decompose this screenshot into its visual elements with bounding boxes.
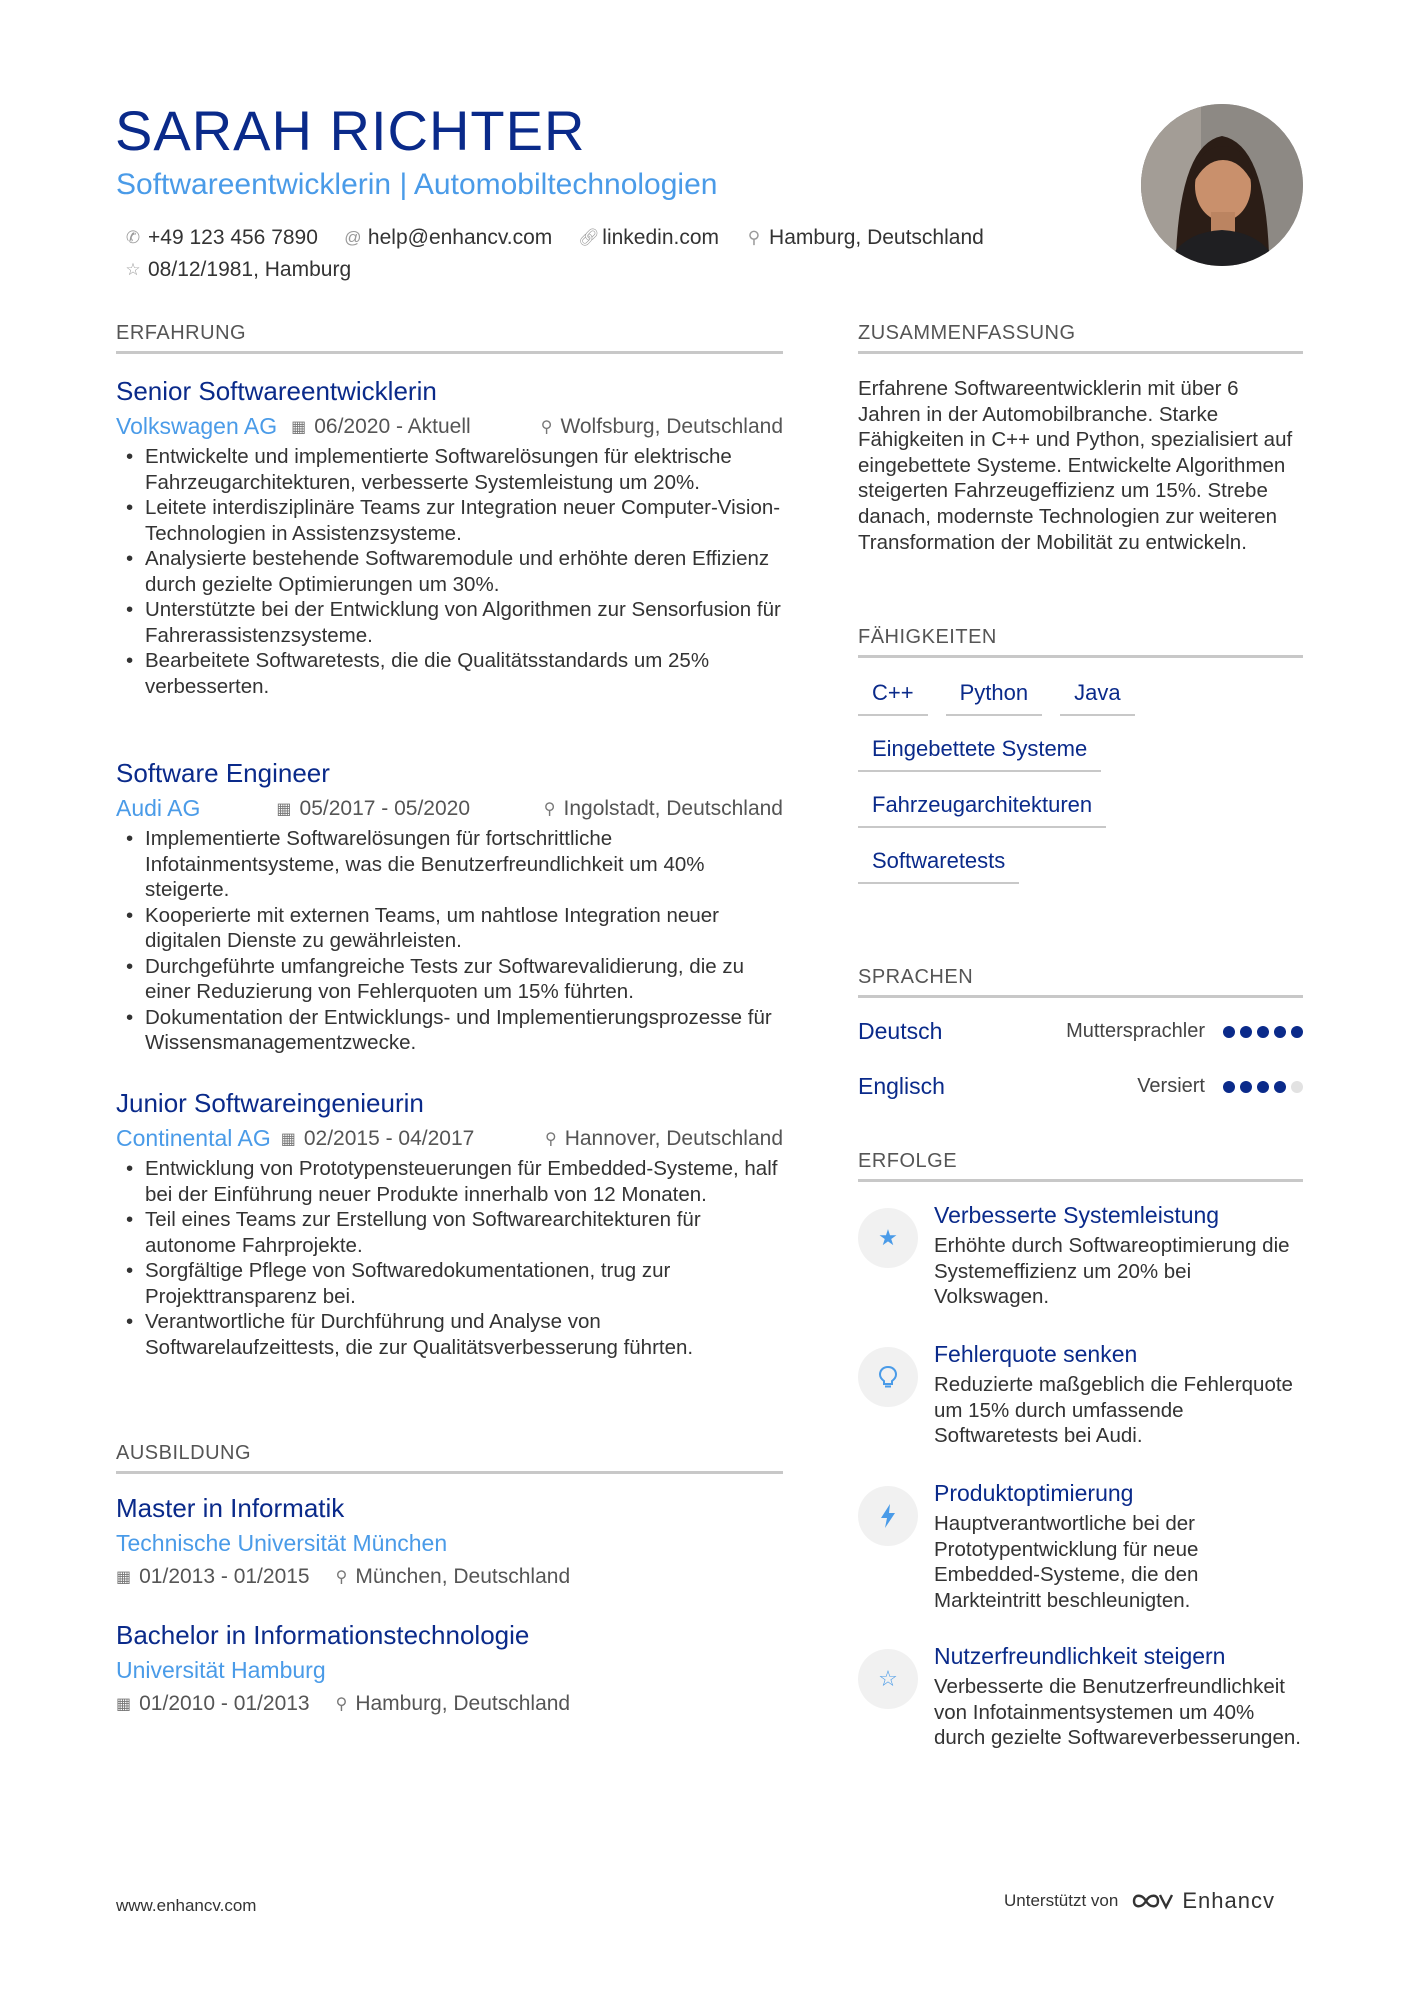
edu-dates <box>116 1692 310 1716</box>
job-location <box>545 1127 783 1151</box>
star-outline-icon: ☆ <box>858 1649 918 1709</box>
calendar-icon: ▦ <box>280 1130 296 1148</box>
job-dates-text: 05/2017 - 05/2020 <box>299 796 470 820</box>
achievement-title: Nutzerfreundlichkeit steigern <box>934 1643 1226 1669</box>
contact-row <box>124 226 984 250</box>
skill-tag: Fahrzeugarchitekturen <box>858 792 1106 828</box>
language-proficiency-dots <box>1223 1081 1303 1093</box>
language-name: Englisch <box>858 1073 945 1099</box>
proficiency-dot <box>1223 1026 1235 1038</box>
proficiency-dot <box>1257 1026 1269 1038</box>
edu-dates-text: 01/2010 - 01/2013 <box>139 1692 310 1715</box>
location-pin-icon: ⚲ <box>747 228 761 247</box>
bullet-item: • Dokumentation der Entwicklungs- und Implementierungsprozesse für Wissensmanagementzwecke. <box>116 1005 783 1056</box>
achievements-section-title: ERFOLGE <box>858 1150 1303 1182</box>
job-meta <box>116 1125 783 1152</box>
job-location-text: Hannover, Deutschland <box>564 1126 783 1150</box>
proficiency-dot <box>1240 1081 1252 1093</box>
achievement-desc: Erhöhte durch Softwareoptimierung die Systemeffizienz um 20% bei Volkswagen. <box>934 1234 1290 1309</box>
edu-school: Universität Hamburg <box>116 1657 326 1683</box>
skill-tag: Java <box>1060 680 1134 716</box>
achievement-title: Verbesserte Systemleistung <box>934 1202 1220 1228</box>
job-dates-text: 02/2015 - 04/2017 <box>303 1126 475 1150</box>
phone-item <box>124 226 318 250</box>
job-location-text: Wolfsburg, Deutschland <box>560 414 783 438</box>
education-entry <box>116 1620 783 1716</box>
location-pin-icon: ⚲ <box>540 418 553 436</box>
summary-text: Erfahrene Softwareentwicklerin mit über 6 Jahren in der Automobilbranche. Starke Fähigkeiten in C++ und Python, spezialisiert auf eingebettete Systeme. Entwickelte Algorithmen steigerten Fahrzeugeffizienz um 15%. Strebe danach, modernste Technologien zur weiteren Transformation der Mobilität zu entwickeln. <box>858 377 1293 554</box>
location-item <box>745 226 984 250</box>
edu-location-text: Hamburg, Deutschland <box>355 1692 571 1715</box>
bullet-item: • Verantwortliche für Durchführung und Analyse von Softwarelaufzeittests, die zur Qualitätsverbesserung führten. <box>116 1309 783 1360</box>
language-level: Versiert <box>1137 1075 1205 1097</box>
language-row <box>858 1018 1303 1045</box>
job-dates <box>276 797 470 821</box>
proficiency-dot <box>1274 1026 1286 1038</box>
bullet-item: • Teil eines Teams zur Erstellung von Softwarearchitekturen für autonome Fahrprojekte. <box>116 1207 783 1258</box>
avatar <box>1141 104 1303 266</box>
skill-row <box>858 792 1303 828</box>
job-meta <box>116 413 783 440</box>
achievement-title: Fehlerquote senken <box>934 1341 1138 1367</box>
location-pin-icon: ⚲ <box>335 1696 348 1713</box>
bullet-item: • Analysierte bestehende Softwaremodule und erhöhte deren Effizienz durch gezielte Optimierungen um 30%. <box>116 546 783 597</box>
calendar-icon: ▦ <box>116 1696 132 1713</box>
proficiency-dot <box>1274 1081 1286 1093</box>
at-icon: @ <box>344 228 362 247</box>
calendar-icon: ▦ <box>291 418 307 436</box>
job-dates-text: 06/2020 - Aktuell <box>314 414 471 438</box>
skill-tag: Softwaretests <box>858 848 1019 884</box>
edu-degree: Bachelor in Informationstechnologie <box>116 1620 530 1650</box>
edu-meta <box>116 1692 783 1716</box>
language-proficiency-dots <box>1223 1026 1303 1038</box>
achievement-item <box>858 1341 1303 1449</box>
job-title: Senior Softwareentwicklerin <box>116 376 437 406</box>
skill-tag: Eingebettete Systeme <box>858 736 1101 772</box>
contact-row-2 <box>124 258 351 282</box>
job-title: Software Engineer <box>116 758 330 788</box>
bullet-item: • Implementierte Softwarelösungen für fortschrittliche Infotainmentsysteme, was die Benutzerfreundlichkeit um 40% steigerte. <box>116 826 783 903</box>
skill-row <box>858 680 1303 716</box>
edu-school: Technische Universität München <box>116 1530 448 1556</box>
job-location-text: Ingolstadt, Deutschland <box>563 796 783 820</box>
birth-item <box>124 258 351 282</box>
linkedin-text[interactable]: linkedin.com <box>602 226 720 249</box>
phone-icon: ✆ <box>125 228 141 247</box>
achievement-desc: Reduzierte maßgeblich die Fehlerquote um 15% durch umfassende Softwaretests bei Audi. <box>934 1373 1293 1448</box>
calendar-icon: ▦ <box>116 1569 132 1586</box>
enhancv-logo-icon <box>1130 1889 1176 1913</box>
footer-website[interactable]: www.enhancv.com <box>116 1896 257 1915</box>
bullet-item: • Unterstützte bei der Entwicklung von Algorithmen zur Sensorfusion für Fahrerassistenzsysteme. <box>116 597 783 648</box>
location-pin-icon: ⚲ <box>543 800 556 818</box>
lightbulb-svg <box>878 1365 898 1389</box>
phone-text: +49 123 456 7890 <box>148 226 318 249</box>
edu-degree: Master in Informatik <box>116 1493 345 1523</box>
skill-row <box>858 848 1303 884</box>
job-entry <box>116 1088 783 1360</box>
edu-location-text: München, Deutschland <box>355 1565 571 1588</box>
education-entry <box>116 1493 783 1589</box>
birth-text: 08/12/1981, Hamburg <box>148 258 352 281</box>
email-item[interactable] <box>344 226 552 250</box>
language-name: Deutsch <box>858 1018 943 1044</box>
skill-tag: C++ <box>858 680 928 716</box>
proficiency-dot <box>1257 1081 1269 1093</box>
star-outline-icon: ☆ <box>125 260 141 279</box>
location-pin-icon: ⚲ <box>335 1569 348 1586</box>
brand-name: Enhancv <box>1182 1888 1275 1913</box>
language-row <box>858 1073 1303 1100</box>
bullet-item: • Durchgeführte umfangreiche Tests zur Softwarevalidierung, die zu einer Reduzierung von Fehlerquoten um 15% führten. <box>116 954 783 1005</box>
proficiency-dot <box>1291 1026 1303 1038</box>
edu-location <box>336 1565 571 1589</box>
linkedin-item[interactable] <box>578 226 719 250</box>
job-bullets <box>116 1156 783 1360</box>
job-dates <box>291 415 471 439</box>
calendar-icon: ▦ <box>276 800 292 818</box>
bullet-item: • Leitete interdisziplinäre Teams zur Integration neuer Computer-Vision-Technologien in Assistenzsysteme. <box>116 495 783 546</box>
job-company: Audi AG <box>116 795 201 821</box>
job-location <box>544 797 783 821</box>
languages-section-title: SPRACHEN <box>858 966 1303 998</box>
job-title: Junior Softwareingenieurin <box>116 1088 424 1118</box>
lightning-svg <box>879 1503 897 1529</box>
candidate-headline: Softwareentwicklerin | Automobiltechnologien <box>116 168 718 201</box>
edu-dates <box>116 1565 310 1589</box>
edu-location <box>336 1692 571 1716</box>
bullet-item: • Entwicklung von Prototypensteuerungen für Embedded-Systeme, half bei der Einführung neuer Produkte innerhalb von 12 Monaten. <box>116 1156 783 1207</box>
job-entry <box>116 758 783 1056</box>
language-level: Muttersprachler <box>1066 1020 1205 1042</box>
proficiency-dot <box>1240 1026 1252 1038</box>
bullet-item: • Sorgfältige Pflege von Softwaredokumentationen, trug zur Projekttransparenz bei. <box>116 1258 783 1309</box>
skill-row <box>858 736 1303 772</box>
edu-meta <box>116 1565 783 1589</box>
lightning-icon <box>858 1486 918 1546</box>
achievement-desc: Verbesserte die Benutzerfreundlichkeit von Infotainmentsystemen um 40% durch gezielte Softwareverbesserungen. <box>934 1675 1301 1750</box>
achievement-item <box>858 1202 1303 1310</box>
skills-list <box>858 680 1303 904</box>
achievement-desc: Hauptverantwortliche bei der Prototypentwicklung für neue Embedded-Systeme, die den Markteintritt beschleunigten. <box>934 1512 1199 1612</box>
bullet-item: • Entwickelte und implementierte Softwarelösungen für elektrische Fahrzeugarchitekturen, verbesserte Systemleistung um 20%. <box>116 444 783 495</box>
enhancv-logo[interactable] <box>1130 1888 1275 1914</box>
powered-by-text: Unterstützt von <box>1004 1891 1119 1910</box>
link-icon: 🔗︎ <box>578 228 600 247</box>
location-pin-icon: ⚲ <box>544 1130 557 1148</box>
footer-brand <box>1004 1888 1275 1914</box>
skills-section-title: FÄHIGKEITEN <box>858 626 1303 658</box>
job-company: Continental AG <box>116 1125 271 1151</box>
job-meta <box>116 795 783 822</box>
location-text: Hamburg, Deutschland <box>769 226 984 249</box>
email-text[interactable]: help@enhancv.com <box>367 226 553 249</box>
job-entry <box>116 376 783 699</box>
star-filled-icon: ★ <box>858 1208 918 1268</box>
achievement-item <box>858 1480 1303 1613</box>
job-bullets <box>116 444 783 699</box>
job-location <box>541 415 783 439</box>
bullet-item: • Bearbeitete Softwaretests, die die Qualitätsstandards um 25% verbesserten. <box>116 648 783 699</box>
summary-section-title: ZUSAMMENFASSUNG <box>858 322 1303 354</box>
job-bullets <box>116 826 783 1056</box>
bullet-item: • Kooperierte mit externen Teams, um nahtlose Integration neuer digitalen Dienste zu gewährleisten. <box>116 903 783 954</box>
achievement-item <box>858 1643 1303 1751</box>
proficiency-dot <box>1223 1081 1235 1093</box>
avatar-portrait <box>1141 104 1303 266</box>
proficiency-dot <box>1291 1081 1303 1093</box>
lightbulb-icon <box>858 1347 918 1407</box>
job-company: Volkswagen AG <box>116 413 278 439</box>
education-section-title: AUSBILDUNG <box>116 1442 783 1474</box>
job-dates <box>281 1127 475 1151</box>
edu-dates-text: 01/2013 - 01/2015 <box>139 1565 310 1588</box>
experience-section-title: ERFAHRUNG <box>116 322 783 354</box>
achievement-title: Produktoptimierung <box>934 1480 1134 1506</box>
skill-tag: Python <box>946 680 1043 716</box>
candidate-name: SARAH RICHTER <box>115 99 586 162</box>
